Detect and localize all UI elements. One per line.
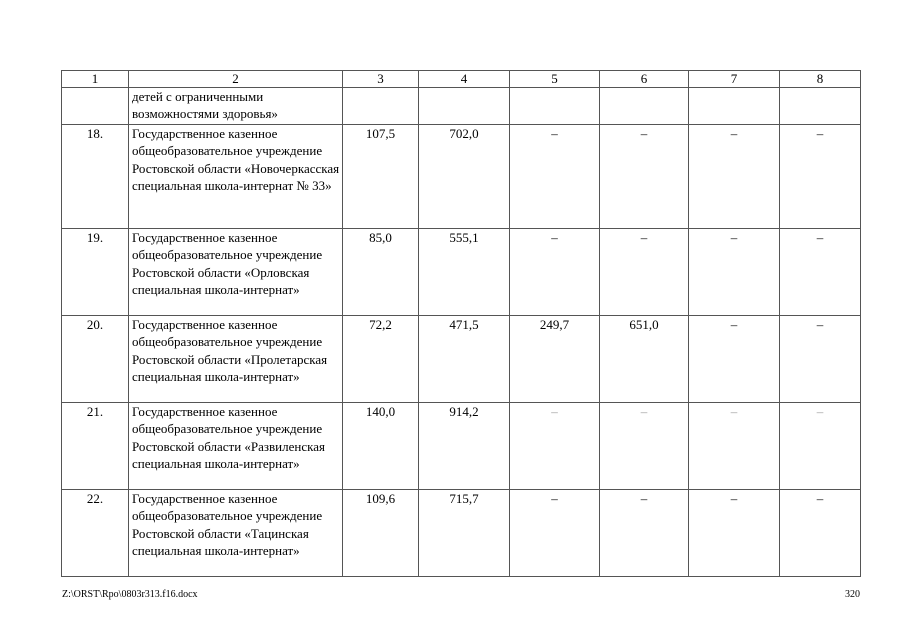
cell-name: Государственное казенное общеобразовательное учреждение Ростовской области «Развиленская специальная школа-интернат» [129, 403, 343, 490]
cell-empty [689, 88, 780, 125]
cell-col5: – [510, 490, 600, 577]
data-table [61, 70, 861, 577]
column-header: 8 [780, 71, 861, 88]
cell-name: Государственное казенное общеобразовательное учреждение Ростовской области «Орловская специальная школа-интернат» [129, 229, 343, 316]
cell-col7: – [689, 403, 780, 490]
table-header-row [62, 71, 861, 88]
cell-col8: – [780, 125, 861, 229]
cell-col4: 471,5 [419, 316, 510, 403]
cell-col7: – [689, 125, 780, 229]
cell-row-number: 18. [62, 125, 129, 229]
table-row [62, 316, 861, 403]
cell-col3: 72,2 [343, 316, 419, 403]
cell-col4: 702,0 [419, 125, 510, 229]
cell-name: детей с ограниченными возможностями здоровья» [129, 88, 343, 125]
cell-empty [419, 88, 510, 125]
cell-col4: 914,2 [419, 403, 510, 490]
cell-col4: 715,7 [419, 490, 510, 577]
cell-col8: – [780, 403, 861, 490]
cell-col5: 249,7 [510, 316, 600, 403]
cell-row-number: 21. [62, 403, 129, 490]
footer-file-path: Z:\ORST\Rpo\0803r313.f16.docx [62, 589, 198, 600]
cell-col5: – [510, 229, 600, 316]
cell-empty [510, 88, 600, 125]
table-row [62, 403, 861, 490]
cell-col8: – [780, 316, 861, 403]
cell-col3: 109,6 [343, 490, 419, 577]
table-row [62, 229, 861, 316]
cell-col8: – [780, 490, 861, 577]
cell-col3: 140,0 [343, 403, 419, 490]
cell-col6: – [600, 125, 689, 229]
table-row [62, 490, 861, 577]
cell-col7: – [689, 490, 780, 577]
cell-name: Государственное казенное общеобразовательное учреждение Ростовской области «Пролетарская специальная школа-интернат» [129, 316, 343, 403]
column-header: 4 [419, 71, 510, 88]
cell-empty [600, 88, 689, 125]
cell-col8: – [780, 229, 861, 316]
cell-empty [343, 88, 419, 125]
cell-col6: – [600, 403, 689, 490]
cell-col7: – [689, 316, 780, 403]
cell-col3: 107,5 [343, 125, 419, 229]
column-header: 3 [343, 71, 419, 88]
cell-col6: – [600, 490, 689, 577]
cell-col7: – [689, 229, 780, 316]
cell-col6: – [600, 229, 689, 316]
cell-row-number: 22. [62, 490, 129, 577]
footer-page-number: 320 [845, 589, 860, 600]
cell-row-number: 20. [62, 316, 129, 403]
cell-col3: 85,0 [343, 229, 419, 316]
cell-name: Государственное казенное общеобразовательное учреждение Ростовской области «Новочеркасская специальная школа-интернат № 33» [129, 125, 343, 229]
column-header: 6 [600, 71, 689, 88]
table-row [62, 125, 861, 229]
column-header: 5 [510, 71, 600, 88]
table-row-continuation [62, 88, 861, 125]
cell-col5: – [510, 403, 600, 490]
cell-name: Государственное казенное общеобразовательное учреждение Ростовской области «Тацинская специальная школа-интернат» [129, 490, 343, 577]
column-header: 1 [62, 71, 129, 88]
column-header: 7 [689, 71, 780, 88]
cell-empty [780, 88, 861, 125]
cell-col4: 555,1 [419, 229, 510, 316]
cell-col5: – [510, 125, 600, 229]
cell-row-number: 19. [62, 229, 129, 316]
column-header: 2 [129, 71, 343, 88]
cell-empty [62, 88, 129, 125]
cell-col6: 651,0 [600, 316, 689, 403]
